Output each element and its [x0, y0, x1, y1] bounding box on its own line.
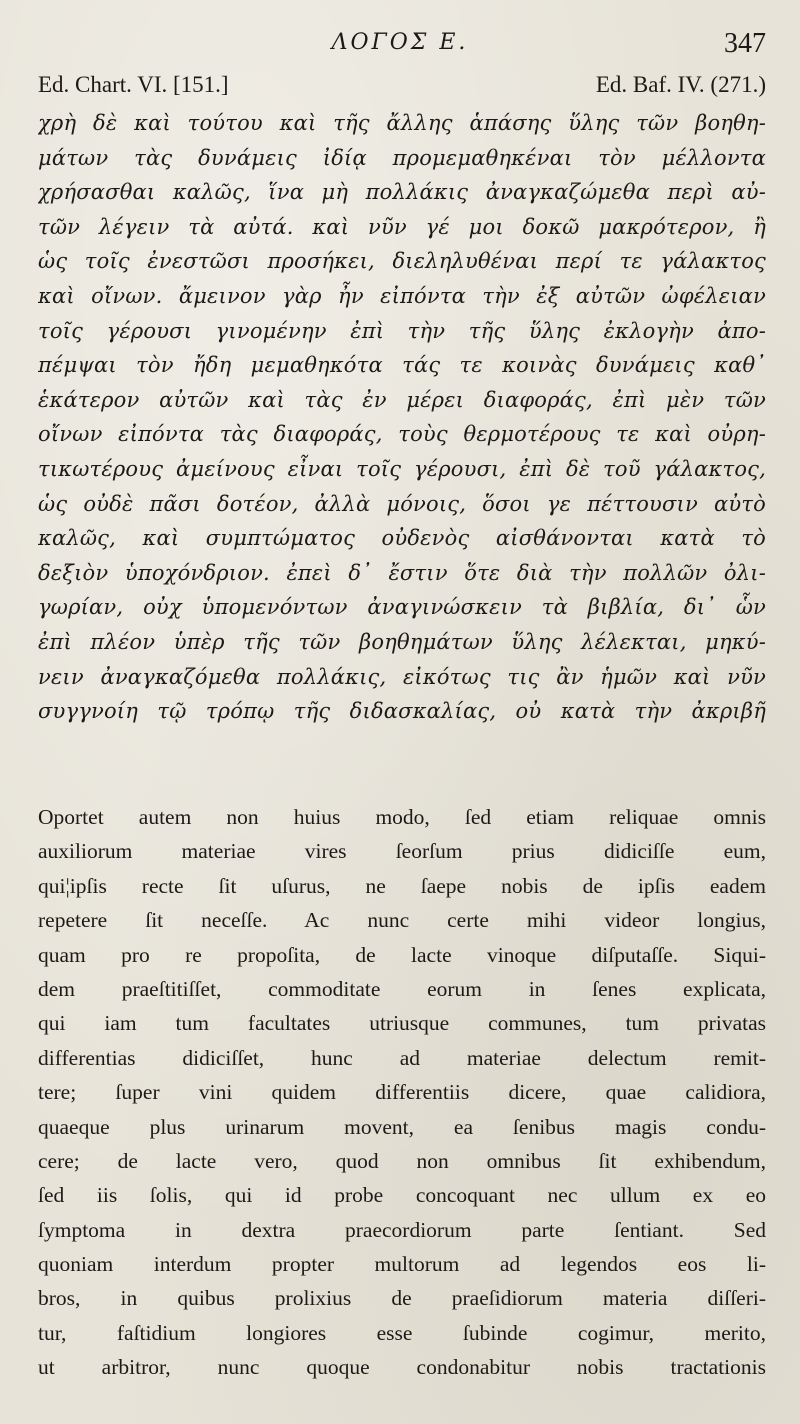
greek-text-line: συγγνοίη τῷ τρόπῳ τῆς διδασκαλίας, οὐ κατὰ τὴν ἀκριβῆ — [38, 699, 766, 724]
latin-text-line: quam pro re propoſita, de lacte vinoque diſputaſſe. Siqui- — [38, 942, 766, 967]
edition-reference-line — [38, 72, 766, 104]
greek-text-line: ἑκάτερον αὐτῶν καὶ τὰς ἐν μέρει διαφοράς, ἐπὶ μὲν τῶν — [38, 387, 766, 412]
running-title: ΛΟΓΟΣ Ε. — [331, 30, 469, 55]
greek-text-block — [38, 106, 766, 729]
page-number: 347 — [724, 28, 766, 59]
running-head — [0, 28, 800, 68]
latin-text-line: tur, faſtidium longiores esse ſubinde cogimur, merito, — [38, 1320, 766, 1345]
latin-text-line: auxiliorum materiae vires ſeorſum prius didiciſſe eum, — [38, 839, 766, 864]
latin-text-line: bros, in quibus prolixius de praeſidiorum materia diſſeri- — [38, 1286, 766, 1311]
latin-text-block — [38, 800, 766, 1385]
edition-basel-reference: Ed. Baf. IV. (271.) — [595, 72, 766, 97]
latin-text-line: quaeque plus urinarum movent, ea ſenibus magis condu- — [38, 1114, 766, 1139]
latin-text-line: differentias didiciſſet, hunc ad materiae delectum remit- — [38, 1045, 766, 1070]
greek-text-line: τικωτέρους ἀμείνους εἶναι τοῖς γέρουσι, ἐπὶ δὲ τοῦ γάλακτος, — [38, 456, 766, 481]
greek-text-line: μάτων τὰς δυνάμεις ἰδίᾳ προμεμαθηκέναι τὸν μέλλοντα — [38, 145, 766, 170]
greek-text-line: τοῖς γέρουσι γινομένην ἐπὶ τὴν τῆς ὕλης ἐκλογὴν ἀπο- — [38, 318, 766, 343]
latin-text-line: quoniam interdum propter multorum ad legendos eos li- — [38, 1252, 766, 1277]
greek-text-line: χρὴ δὲ καὶ τούτου καὶ τῆς ἄλλης ἁπάσης ὕλης τῶν βοηθη- — [38, 111, 766, 135]
greek-text-line: πέμψαι τὸν ἤδη μεμαθηκότα τάς τε κοινὰς δυνάμεις καθ᾽ — [38, 353, 766, 378]
greek-text-line: γωρίαν, οὐχ ὑπομενόντων ἀναγινώσκειν τὰ βιβλία, δι᾽ ὧν — [38, 595, 766, 620]
greek-text-line: καλῶς, καὶ συμπτώματος οὐδενὸς αἰσθάνονται κατὰ τὸ — [38, 526, 766, 551]
latin-text-line: cere; de lacte vero, quod non omnibus ſit exhibendum, — [38, 1148, 766, 1173]
greek-text-line: ὡς οὐδὲ πᾶσι δοτέον, ἀλλὰ μόνοις, ὅσοι γε πέττουσιν αὐτὸ — [38, 491, 766, 516]
greek-text-line: καὶ οἴνων. ἄμεινον γὰρ ἦν εἰπόντα τὴν ἐξ αὐτῶν ὠφέλειαν — [38, 283, 766, 308]
greek-text-line: νειν ἀναγκαζόμεθα πολλάκις, εἰκότως τις ἂν ἡμῶν καὶ νῦν — [38, 664, 766, 689]
latin-text-line: tere; ſuper vini quidem differentiis dicere, quae calidiora, — [38, 1080, 766, 1105]
latin-text-line: qui¦ipſis recte ſit uſurus, ne ſaepe nobis de ipſis eadem — [38, 873, 766, 898]
edition-chartier-reference: Ed. Chart. VI. [151.] — [38, 72, 229, 97]
greek-text-line: τῶν λέγειν τὰ αὐτά. καὶ νῦν γέ μοι δοκῶ μακρότερον, ἢ — [38, 214, 766, 239]
greek-text-line: οἴνων εἰπόντα τὰς διαφοράς, τοὺς θερμοτέρους τε καὶ οὐρη- — [38, 422, 766, 447]
latin-text-line: qui iam tum facultates utriusque communes, tum privatas — [38, 1011, 766, 1036]
greek-text-line: ὡς τοῖς ἐνεστῶσι προσήκει, διεληλυθέναι περί τε γάλακτος — [38, 249, 766, 274]
greek-text-line: χρήσασθαι καλῶς, ἵνα μὴ πολλάκις ἀναγκαζώμεθα περὶ αὐ- — [38, 180, 766, 205]
latin-text-line: Oportet autem non huius modo, ſed etiam reliquae omnis — [38, 805, 766, 829]
latin-text-line: ſed iis ſolis, qui id probe concoquant nec ullum ex eo — [38, 1183, 766, 1208]
latin-text-line: ut arbitror, nunc quoque condonabitur nobis tractationis — [38, 1355, 766, 1380]
greek-text-line: ἐπὶ πλέον ὑπὲρ τῆς τῶν βοηθημάτων ὕλης λέλεκται, μηκύ- — [38, 629, 766, 654]
latin-text-line: repetere ſit neceſſe. Ac nunc certe mihi videor longius, — [38, 908, 766, 933]
latin-text-line: dem praeſtitiſſet, commoditate eorum in ſenes explicata, — [38, 976, 766, 1001]
greek-text-line: δεξιὸν ὑποχόνδριον. ἐπεὶ δ᾽ ἔστιν ὅτε διὰ τὴν πολλῶν ὀλι- — [38, 560, 766, 585]
latin-text-line: ſymptoma in dextra praecordiorum parte ſentiant. Sed — [38, 1217, 766, 1242]
